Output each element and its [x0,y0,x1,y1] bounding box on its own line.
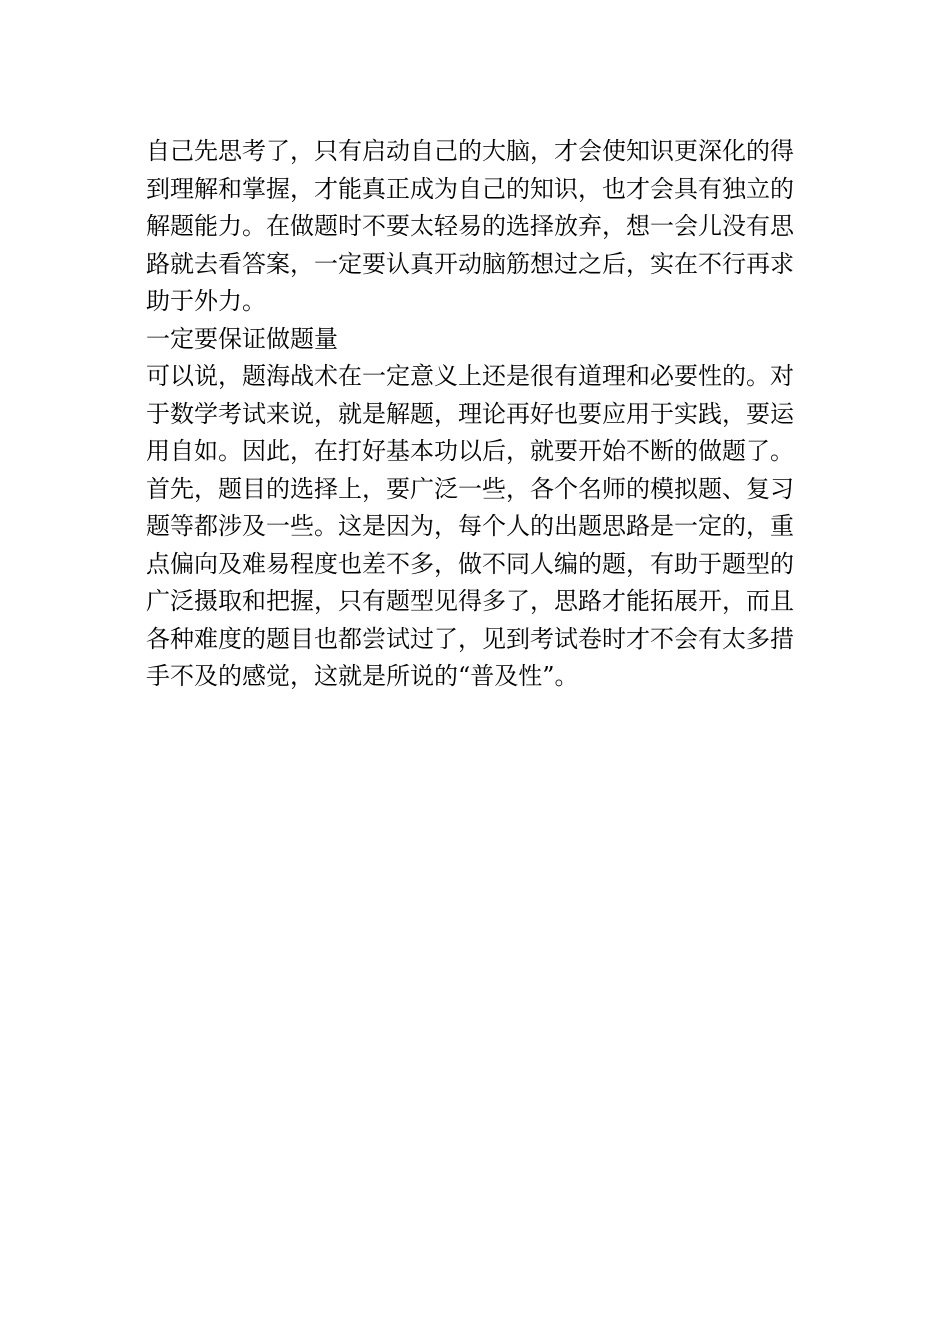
section-heading: 一定要保证做题量 [146,324,338,353]
text-line: 题等都涉及一些。这是因为，每个人的出题思路是一定的，重 [146,512,794,540]
text-line: 首先，题目的选择上，要广泛一些，各个名师的模拟题、复习 [146,474,794,503]
text-line: 点偏向及难易程度也差不多，做不同人编的题，有助于题型的 [146,549,794,578]
text-line: 用自如。因此，在打好基本功以后，就要开始不断的做题了。 [146,437,794,465]
document-body [146,133,806,696]
text-line: 解题能力。在做题时不要太轻易的选择放弃，想一会儿没有思 [146,212,794,240]
text-line: 助于外力。 [146,287,266,315]
text-line: 各种难度的题目也都尝试过了，见到考试卷时才不会有太多措 [146,624,794,653]
text-line: 广泛摄取和把握，只有题型见得多了，思路才能拓展开，而且 [146,587,794,615]
text-line: 到理解和掌握，才能真正成为自己的知识，也才会具有独立的 [146,174,794,203]
text-line: 于数学考试来说，就是解题，理论再好也要应用于实践，要运 [146,399,794,428]
text-line: 手不及的感觉，这就是所说的“普及性”。 [146,662,579,690]
text-line: 可以说，题海战术在一定意义上还是很有道理和必要性的。对 [146,362,794,390]
text-line: 自己先思考了，只有启动自己的大脑，才会使知识更深化的得 [146,137,794,165]
text-line: 路就去看答案，一定要认真开动脑筋想过之后，实在不行再求 [146,249,794,278]
